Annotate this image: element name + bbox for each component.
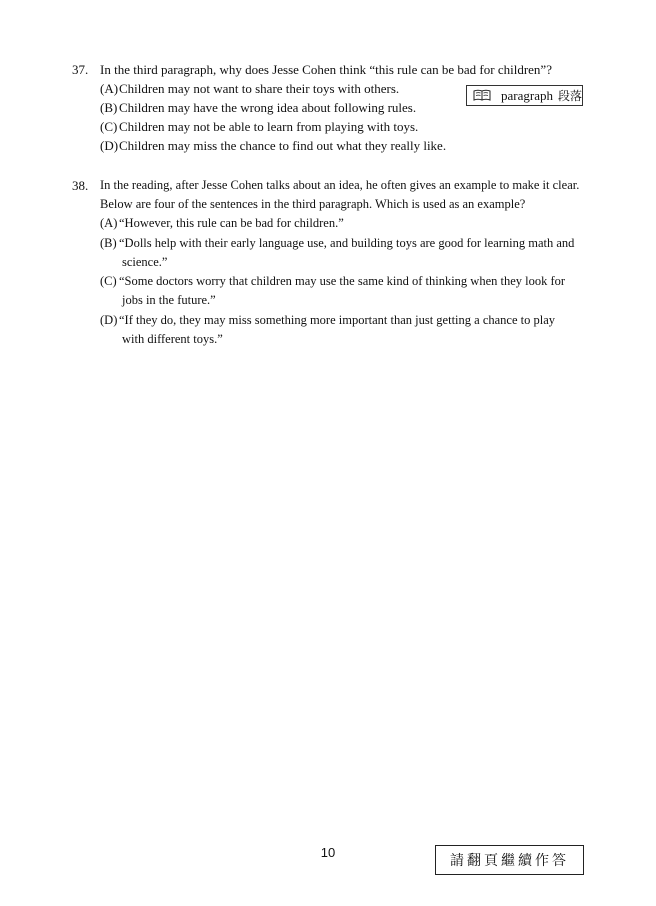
option-label: (C) [100, 119, 118, 134]
question-38-stem-line2: Below are four of the sentences in the third paragraph. Which is used as an example? [100, 197, 526, 211]
option-text: “Some doctors worry that children may use the same kind of thinking when they look for [119, 274, 566, 288]
question-38-stem-line1: In the reading, after Jesse Cohen talks about an idea, he often gives an example to make it clear. [100, 178, 580, 192]
question-37-number: 37. [72, 62, 89, 77]
q37-option-b [100, 98, 416, 117]
vocab-meaning: 段落 [557, 89, 582, 103]
q38-option-c [100, 272, 565, 291]
option-text: “If they do, they may miss something more important than just getting a chance to play [119, 313, 556, 327]
q38-option-c-cont: jobs in the future.” [122, 293, 216, 307]
option-text: Children may have the wrong idea about following rules. [119, 100, 417, 115]
option-label: (D) [100, 313, 118, 327]
question-38-number: 38. [72, 178, 89, 193]
option-label: (B) [100, 236, 117, 250]
option-label: (A) [100, 81, 119, 96]
option-label: (B) [100, 100, 118, 115]
option-text: “However, this rule can be bad for children.” [119, 216, 344, 230]
q38-option-b-cont: science.” [122, 255, 168, 269]
vocabulary-box [466, 85, 583, 106]
q38-option-d [100, 311, 555, 330]
q38-option-d-cont: with different toys.” [122, 332, 223, 346]
option-label: (A) [100, 216, 118, 230]
question-37-stem: In the third paragraph, why does Jesse Cohen think “this rule can be bad for children”? [100, 62, 552, 77]
option-text: Children may not be able to learn from playing with toys. [119, 119, 419, 134]
q37-option-c [100, 117, 418, 136]
q38-option-a [100, 214, 344, 233]
vocab-word: paragraph [501, 87, 553, 103]
q37-option-d [100, 136, 446, 155]
option-label: (C) [100, 274, 117, 288]
option-text: “Dolls help with their early language use, and building toys are good for learning math and [119, 236, 575, 250]
q37-option-a [100, 79, 399, 98]
book-icon [473, 89, 491, 102]
q38-option-b [100, 234, 574, 253]
option-text: Children may not want to share their toys with others. [119, 81, 400, 96]
page-number: 10 [320, 845, 336, 860]
option-text: Children may miss the chance to find out what they really like. [119, 138, 447, 153]
option-label: (D) [100, 138, 119, 153]
turn-page-notice: 請翻頁繼續作答 [435, 845, 584, 875]
